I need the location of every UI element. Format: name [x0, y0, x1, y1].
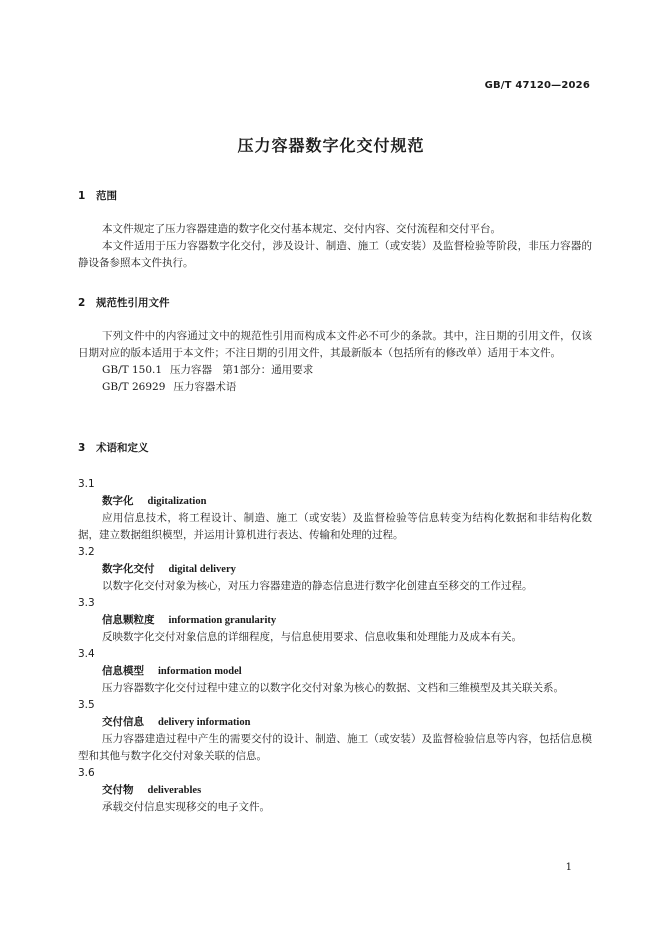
- term-definition: 压力容器建造过程中产生的需要交付的设计、制造、施工（或安装）及监督检验信息等内容，包括信息模型和其他与数字化交付对象关联的信息。: [78, 733, 592, 762]
- section-2: [78, 295, 592, 312]
- section-title: 规范性引用文件: [96, 297, 170, 309]
- paragraph: 本文件适用于压力容器数字化交付，涉及设计、制造、施工（或安装）及监督检验等阶段，非压力容器的静设备参照本文件执行。: [78, 240, 592, 269]
- term-definition: 压力容器数字化交付过程中建立的以数字化交付对象为核心的数据、文档和三维模型及其关联关系。: [102, 682, 564, 694]
- reference-title: 压力容器 第1部分：通用要求: [170, 364, 314, 376]
- term-zh: 信息模型: [102, 665, 144, 677]
- section-3: [78, 440, 592, 457]
- term-zh: 交付信息: [102, 716, 144, 728]
- paragraph: 本文件规定了压力容器建造的数字化交付基本规定、交付内容、交付流程和交付平台。: [102, 223, 501, 235]
- term-heading: [78, 663, 592, 680]
- term-definition: 反映数字化交付对象信息的详细程度，与信息使用要求、信息收集和处理能力及成本有关。: [102, 631, 522, 643]
- term-en: delivery information: [158, 717, 251, 728]
- term-entry: [78, 476, 592, 544]
- reference-item: [78, 379, 592, 396]
- term-zh: 数字化: [102, 495, 134, 507]
- paragraph: 下列文件中的内容通过文中的规范性引用而构成本文件必不可少的条款。其中，注日期的引用文件，仅该日期对应的版本适用于本文件；不注日期的引用文件，其最新版本（包括所有的修改单）适用于本文件。: [78, 330, 592, 359]
- reference-code: GB/T 26929: [102, 381, 166, 393]
- term-heading: [78, 714, 592, 731]
- term-definition: 应用信息技术，将工程设计、制造、施工（或安装）及监督检验等信息转变为结构化数据和非结构化数据，建立数据组织模型，并运用计算机进行表达、传输和处理的过程。: [78, 512, 592, 541]
- standard-code: GB/T 47120—2026: [484, 80, 590, 91]
- term-entry: [78, 544, 592, 595]
- document-title: 压力容器数字化交付规范: [237, 136, 425, 155]
- term-number: 3.2: [78, 546, 95, 558]
- section-2-body: [78, 328, 592, 396]
- term-number: 3.6: [78, 767, 95, 779]
- term-en: deliverables: [147, 785, 202, 796]
- term-en: digital delivery: [168, 564, 236, 575]
- term-heading: [78, 561, 592, 578]
- page-number: 1: [565, 862, 572, 873]
- term-definition: 以数字化交付对象为核心，对压力容器建造的静态信息进行数字化创建直至移交的工作过程。: [102, 580, 533, 592]
- section-number: 3: [78, 442, 86, 454]
- term-number: 3.1: [78, 478, 95, 490]
- reference-item: [78, 362, 592, 379]
- term-list: [78, 476, 592, 816]
- section-number: 2: [78, 297, 86, 309]
- term-entry: [78, 765, 592, 816]
- term-entry: [78, 697, 592, 765]
- term-entry: [78, 646, 592, 697]
- section-heading: [78, 440, 592, 457]
- term-heading: [78, 493, 592, 510]
- section-heading: [78, 295, 592, 312]
- term-number: 3.5: [78, 699, 95, 711]
- section-1-body: [78, 221, 592, 272]
- section-heading: [78, 188, 592, 205]
- section-title: 范围: [96, 190, 117, 202]
- term-number: 3.4: [78, 648, 95, 660]
- reference-code: GB/T 150.1: [102, 364, 163, 376]
- reference-title: 压力容器术语: [173, 381, 237, 393]
- term-heading: [78, 782, 592, 799]
- term-zh: 数字化交付: [102, 563, 155, 575]
- term-zh: 交付物: [102, 784, 134, 796]
- section-title: 术语和定义: [96, 442, 149, 454]
- term-definition: 承载交付信息实现移交的电子文件。: [102, 801, 270, 813]
- term-number: 3.3: [78, 597, 95, 609]
- section-number: 1: [78, 190, 86, 202]
- term-en: information granularity: [168, 615, 277, 626]
- term-en: digitalization: [147, 496, 207, 507]
- term-en: information model: [158, 666, 242, 677]
- term-zh: 信息颗粒度: [102, 614, 155, 626]
- section-1: [78, 188, 592, 205]
- term-heading: [78, 612, 592, 629]
- term-entry: [78, 595, 592, 646]
